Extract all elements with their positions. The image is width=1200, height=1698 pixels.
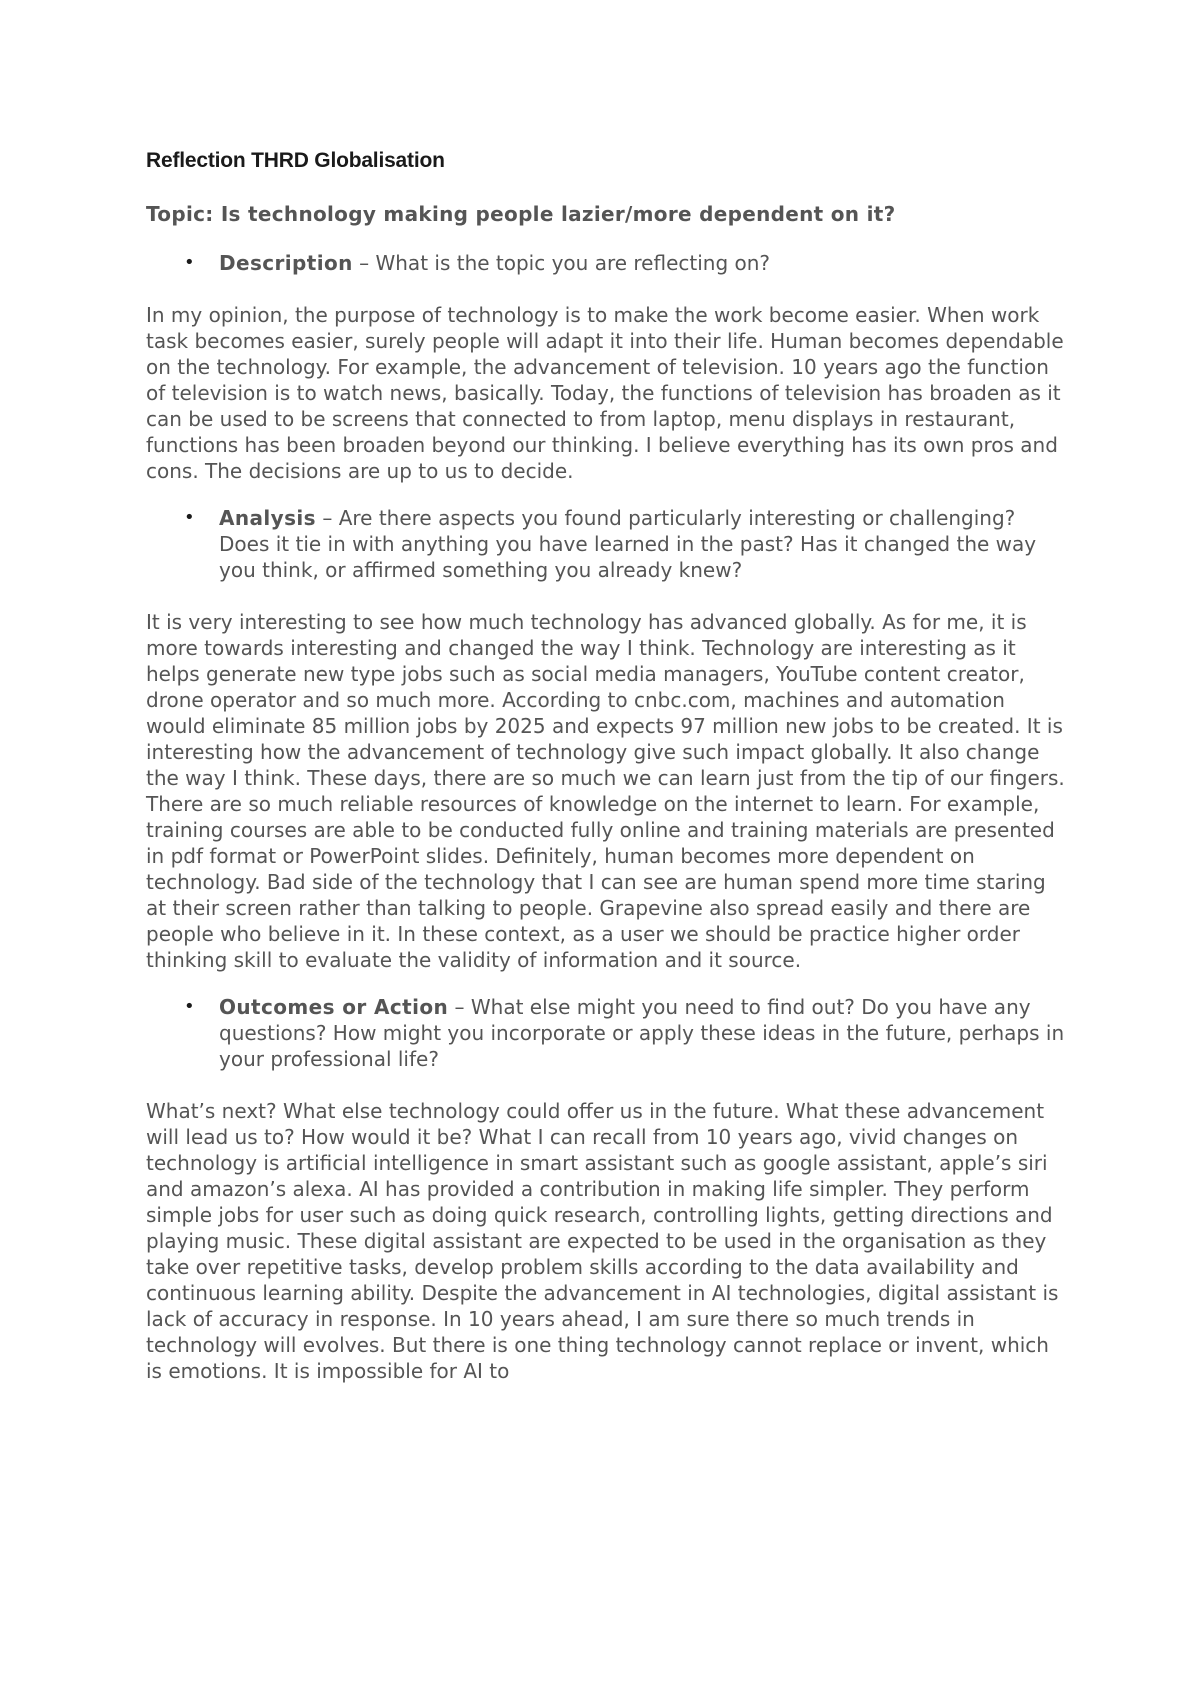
bullet-dot-icon: •	[184, 507, 195, 528]
bullet-question: – What else might you need to find out? Do you have any questions? How might you incorporate or apply these ideas in the future, perhaps in your professional life?	[219, 995, 1065, 1071]
bullet-outcomes	[146, 994, 1066, 1072]
description-paragraph: In my opinion, the purpose of technology is to make the work become easier. When work task becomes easier, surely people will adapt it into their life. Human becomes dependable on the technology. For example, the advancement of television. 10 years ago the function of television is to watch news, basically. Today, the functions of television has broaden as it can be used to be screens that connected to from laptop, menu displays in restaurant, functions has been broaden beyond our thinking. I believe everything has its own pros and cons. The decisions are up to us to decide.	[146, 303, 1064, 483]
bullet-description	[146, 250, 1066, 276]
document-title: Reflection THRD Globalisation	[146, 149, 445, 172]
analysis-paragraph: It is very interesting to see how much technology has advanced globally. As for me, it is more towards interesting and changed the way I think. Technology are interesting as it helps generate new type jobs such as social media managers, YouTube content creator, drone operator and so much more. According to cnbc.com, machines and automation would eliminate 85 million jobs by 2025 and expects 97 million new jobs to be created. It is interesting how the advancement of technology give such impact globally. It also change the way I think. These days, there are so much we can learn just from the tip of our fingers. There are so much reliable resources of knowledge on the internet to learn. For example, training courses are able to be conducted fully online and training materials are presented in pdf format or PowerPoint slides. Definitely, human becomes more dependent on technology. Bad side of the technology that I can see are human spend more time staring at their screen rather than talking to people. Grapevine also spread easily and there are people who believe in it. In these context, as a user we should be practice higher order thinking skill to evaluate the validity of information and it source.	[146, 610, 1065, 972]
bullet-question: – Are there aspects you found particularly interesting or challenging? Does it tie in with anything you have learned in the past? Has it changed the way you think, or affirmed something you already knew?	[219, 506, 1037, 582]
bullet-dot-icon: •	[184, 252, 195, 273]
bullet-analysis	[146, 505, 1066, 583]
bullet-dot-icon: •	[184, 996, 195, 1017]
bullet-label: Description	[219, 251, 353, 275]
topic-heading: Topic: Is technology making people lazier/more dependent on it?	[146, 202, 896, 226]
outcomes-paragraph: What’s next? What else technology could offer us in the future. What these advancement will lead us to? How would it be? What I can recall from 10 years ago, vivid changes on technology is artificial intelligence in smart assistant such as google assistant, apple’s siri and amazon’s alexa. AI has provided a contribution in making life simpler. They perform simple jobs for user such as doing quick research, controlling lights, getting directions and playing music. These digital assistant are expected to be used in the organisation as they take over repetitive tasks, develop problem skills according to the data availability and continuous learning ability. Despite the advancement in AI technologies, digital assistant is lack of accuracy in response. In 10 years ahead, I am sure there so much trends in technology will evolves. But there is one thing technology cannot replace or invent, which is emotions. It is impossible for AI to	[146, 1099, 1059, 1383]
bullet-label: Outcomes or Action	[219, 995, 449, 1019]
document-page	[146, 146, 1066, 1384]
bullet-question: – What is the topic you are reflecting on?	[352, 251, 771, 275]
bullet-label: Analysis	[219, 506, 316, 530]
